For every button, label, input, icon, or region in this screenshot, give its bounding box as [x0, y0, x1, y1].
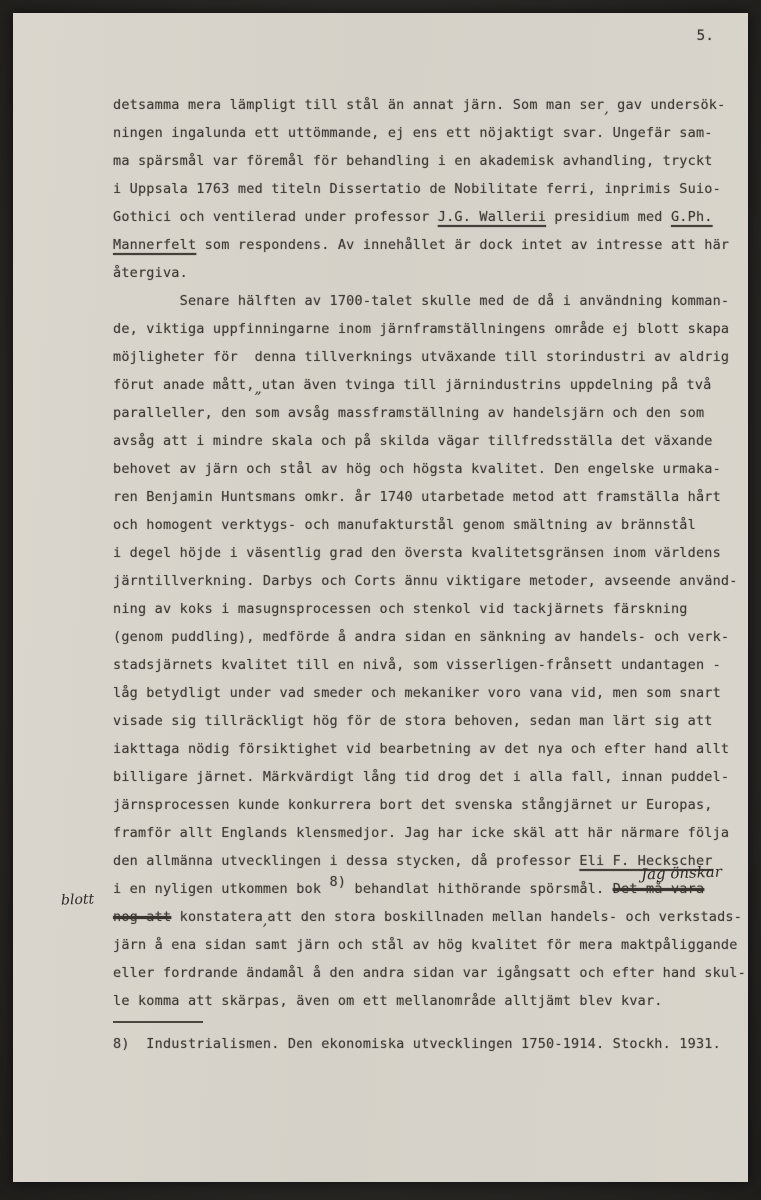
underlined-text: J.G. Wallerii	[437, 209, 547, 225]
text-segment: järn å ena sidan samt järn och stål av hög kvalitet för mera maktpåliggande	[113, 937, 738, 953]
text-line	[113, 931, 738, 959]
text-line	[113, 567, 738, 595]
text-segment: stadsjärnets kvalitet till en nivå, som visserligen-frånsett undantagen -	[113, 657, 721, 673]
text-segment: iakttaga nödig försiktighet vid bearbetning av det nya och efter hand allt	[113, 741, 730, 757]
text-segment: Gothici och ventilerad under professor	[113, 209, 438, 225]
text-line	[113, 959, 746, 987]
text-segment: eller fordrande ändamål å den andra sidan var igångsatt och efter hand skul-	[113, 965, 746, 981]
text-segment: förut anade mått,	[113, 377, 255, 393]
footnote-marker: 8)	[329, 874, 347, 890]
text-segment: att den stora boskillnaden mellan handels- och verkstads-	[267, 909, 743, 925]
text-segment: visade sig tillräckligt hög för de stora behoven, sedan man lärt sig att	[113, 713, 713, 729]
text-line	[113, 847, 729, 875]
text-segment: utan även tvinga till järnindustrins uppdelning på två	[261, 377, 712, 393]
text-segment: i Uppsala 1763 med titeln Dissertatio de Nobilitate ferri, inprimis Suio-	[113, 181, 721, 197]
text-line	[113, 203, 729, 231]
typewritten-text-body	[60, 91, 746, 1015]
text-line	[113, 287, 729, 315]
text-segment: de, viktiga uppfinningarne inom järnframställningens område ej blott skapa	[113, 321, 730, 337]
text-segment: låg betydligt under vad smeder och mekaniker voro vana vid, men som snart	[113, 685, 721, 701]
text-line	[113, 791, 729, 819]
text-segment: ma spärsmål var föremål för behandling i en akademisk avhandling, tryckt	[113, 153, 713, 169]
text-segment: le komma att skärpas, även om ett mellanområde alltjämt blev kvar.	[113, 993, 663, 1009]
text-segment: avsåg att i mindre skala och på skilda vägar tillfredsställa det växande	[113, 433, 713, 449]
text-segment: presidium med	[546, 209, 671, 225]
text-line	[113, 707, 729, 735]
text-segment: Senare hälften av 1700-talet skulle med de då i användning komman-	[113, 293, 730, 309]
text-segment: järntillverkning. Darbys och Corts ännu viktigare metoder, avseende använd-	[113, 573, 738, 589]
text-line	[113, 399, 729, 427]
text-line	[113, 427, 729, 455]
struck-through-text: nog att blott	[60, 891, 172, 925]
text-line	[113, 539, 729, 567]
text-line	[113, 511, 729, 539]
text-segment: som respondens. Av innehållet är dock intet av intresse att här	[196, 237, 730, 253]
page-number: 5.	[696, 28, 714, 44]
text-segment: ningen ingalunda ett uttömmande, ej ens ett nöjaktigt svar. Ungefär sam-	[113, 125, 713, 141]
text-line	[113, 735, 729, 763]
text-line	[113, 679, 729, 707]
struck-through-text: Det må vara Jag önskar	[612, 862, 722, 897]
text-segment: i degel höjde i väsentlig grad den översta kvalitetsgränsen inom världens	[113, 545, 721, 561]
text-line	[113, 819, 729, 847]
text-segment: återgiva.	[113, 265, 188, 281]
text-line	[113, 371, 729, 399]
underlined-text: G.Ph.	[670, 209, 713, 225]
text-segment: framför allt Englands klensmedjor. Jag har icke skäl att här närmare följa	[113, 825, 730, 841]
text-segment: järnsprocessen kunde konkurrera bort det svenska stångjärnet ur Europas,	[113, 797, 713, 813]
text-line	[113, 763, 729, 791]
inserted-comma: ,	[262, 913, 268, 929]
text-segment: (genom puddling), medförde å andra sidan en sänkning av handels- och verk-	[113, 629, 730, 645]
inserted-comma: „	[254, 381, 262, 397]
text-line	[113, 91, 729, 119]
text-line	[113, 343, 729, 371]
text-line	[60, 891, 743, 931]
text-line	[113, 595, 729, 623]
text-segment: i en nyligen utkommen bok	[113, 881, 330, 897]
text-line	[113, 483, 729, 511]
text-segment: behovet av järn och stål av hög och högsta kvalitet. Den engelske urmaka-	[113, 461, 721, 477]
text-line	[113, 987, 729, 1015]
text-line	[113, 175, 729, 203]
text-segment: detsamma mera lämpligt till stål än annat järn. Som man ser	[113, 97, 605, 113]
text-segment: möjligheter för denna tillverknings utväxande till storindustri av aldrig	[113, 349, 730, 365]
text-line	[113, 862, 729, 903]
text-line	[113, 119, 729, 147]
text-segment: billigare järnet. Märkvärdigt lång tid drog det i alla fall, innan puddel-	[113, 769, 730, 785]
text-segment: konstatera	[171, 909, 263, 925]
text-line	[113, 259, 729, 287]
handwritten-annotation: Jag önskar	[640, 862, 722, 884]
text-segment: ning av koks i masugnsprocessen och stenkol vid tackjärnets färskning	[113, 601, 688, 617]
underlined-text: Mannerfelt	[113, 237, 197, 253]
text-segment: den allmänna utvecklingen i dessa stycken, då professor	[113, 853, 580, 869]
text-line	[113, 315, 729, 343]
text-segment: gav undersök-	[608, 97, 726, 113]
underlined-text: Eli F. Heckscher	[579, 853, 713, 869]
text-line	[113, 455, 729, 483]
text-segment: behandlat hithörande spörsmål.	[346, 881, 613, 897]
text-line	[113, 623, 729, 651]
handwritten-annotation: blott	[60, 891, 95, 909]
footnote-divider-rule	[113, 1021, 203, 1023]
text-line	[113, 147, 729, 175]
text-line	[113, 231, 729, 259]
footnote-text: 8) Industrialismen. Den ekonomiska utvecklingen 1750-1914. Stockh. 1931.	[113, 1036, 721, 1052]
text-line	[113, 651, 729, 679]
document-page	[13, 13, 748, 1182]
footnote-section	[113, 1013, 729, 1054]
text-segment: paralleller, den som avsåg massframställning av handelsjärn och den som	[113, 405, 705, 421]
text-segment: och homogent verktygs- och manufakturstål genom smältning av brännstål	[113, 517, 696, 533]
text-segment: ren Benjamin Huntsmans omkr. år 1740 utarbetade metod att framställa hårt	[113, 489, 721, 505]
inserted-comma: ,	[604, 101, 609, 117]
